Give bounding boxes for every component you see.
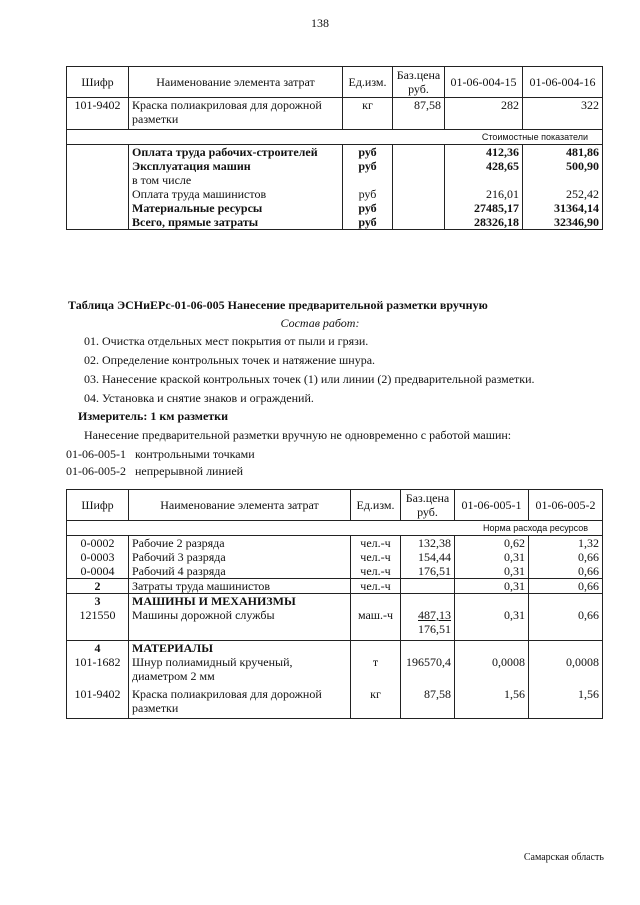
header-col2: 01-06-004-16 <box>523 67 603 98</box>
row-code <box>67 145 129 160</box>
row-value-2: 0,0008 <box>529 655 603 687</box>
row-value-2: 31364,14 <box>523 201 603 215</box>
row-code: 2 <box>67 579 129 594</box>
row-unit: кг <box>343 98 393 130</box>
caption-title: Нанесение предварительной разметки вручную <box>227 298 488 312</box>
row-unit: руб <box>343 187 393 201</box>
row-value-1: 0,31 <box>455 550 529 564</box>
row-code: 3 <box>67 594 129 609</box>
row-price: 87,58 <box>401 687 455 719</box>
row-name: Всего, прямые затраты <box>129 215 343 230</box>
row-value-2: 252,42 <box>523 187 603 201</box>
header-price: Баз.цена руб. <box>401 490 455 521</box>
row-value-2: 500,90 <box>523 159 603 173</box>
row-value-2: 0,66 <box>529 564 603 579</box>
material-rows <box>67 655 603 719</box>
row-code <box>67 173 129 187</box>
row-value-1: 428,65 <box>445 159 523 173</box>
row-price: 87,58 <box>393 98 445 130</box>
header-price: Баз.цена руб. <box>393 67 445 98</box>
row-price <box>393 215 445 230</box>
row-code: 121550 <box>67 608 129 640</box>
row-code <box>67 201 129 215</box>
meter-label: Измеритель: 1 км разметки <box>78 409 229 423</box>
row-value-2 <box>523 173 603 187</box>
cost-row <box>67 173 603 187</box>
variant-1 <box>66 447 255 462</box>
section-label: Стоимостные показатели <box>67 130 603 145</box>
footer-region: Самарская область <box>523 852 604 863</box>
row-name: Затраты труда машинистов <box>129 579 351 594</box>
row-name: Краска полиакриловая для дорожной разметки <box>129 98 343 130</box>
row-unit: руб <box>343 201 393 215</box>
row-name: Материальные ресурсы <box>129 201 343 215</box>
variant-2 <box>66 464 243 479</box>
table-header <box>67 67 603 98</box>
row-price <box>401 579 455 594</box>
table-row <box>67 550 603 564</box>
section-3-row <box>67 594 603 609</box>
row-value-1: 0,0008 <box>455 655 529 687</box>
row-code: 101-1682 <box>67 655 129 687</box>
row-value-2: 0,66 <box>529 608 603 640</box>
row-name: Оплата труда машинистов <box>129 187 343 201</box>
header-name: Наименование элемента затрат <box>129 67 343 98</box>
cost-row <box>67 215 603 230</box>
row-name: Рабочие 2 разряда <box>129 536 351 551</box>
row-price: 176,51 <box>401 564 455 579</box>
row-code: 4 <box>67 640 129 655</box>
row-unit: чел.-ч <box>351 564 401 579</box>
row-value-1: 282 <box>445 98 523 130</box>
cost-rows <box>67 145 603 230</box>
price-top: 487,13 <box>418 608 451 622</box>
section-2-row <box>67 579 603 594</box>
row-value-1: 27485,17 <box>445 201 523 215</box>
row-code: 0-0004 <box>67 564 129 579</box>
row-price <box>393 201 445 215</box>
row-price <box>393 187 445 201</box>
row-value-2: 1,32 <box>529 536 603 551</box>
row-unit <box>343 173 393 187</box>
section-row <box>67 130 603 145</box>
header-name: Наименование элемента затрат <box>129 490 351 521</box>
cost-row <box>67 145 603 160</box>
page-number: 138 <box>311 16 329 30</box>
header-col1: 01-06-005-1 <box>455 490 529 521</box>
row-name: Машины дорожной службы <box>129 608 351 640</box>
row-unit: чел.-ч <box>351 536 401 551</box>
caption-label: Таблица <box>68 298 114 312</box>
row-value-1: 0,31 <box>455 608 529 640</box>
row-unit: кг <box>351 687 401 719</box>
row-price: 132,38 <box>401 536 455 551</box>
row-unit: руб <box>343 159 393 173</box>
row-value-2: 0,66 <box>529 579 603 594</box>
row-name: Оплата труда рабочих-строителей <box>129 145 343 160</box>
variant-code: 01-06-005-2 <box>66 464 126 478</box>
row-value-2: 481,86 <box>523 145 603 160</box>
caption-code: ЭСНиЕРс-01-06-005 <box>116 298 225 312</box>
section-label: Норма расхода ресурсов <box>67 521 603 536</box>
header-code: Шифр <box>67 67 129 98</box>
row-unit: руб <box>343 145 393 160</box>
row-value-1: 1,56 <box>455 687 529 719</box>
table-caption <box>68 298 488 313</box>
row-unit: т <box>351 655 401 687</box>
row-name: Краска полиакриловая для дорожной разметки <box>129 687 351 719</box>
worker-rows <box>67 536 603 579</box>
row-unit: руб <box>343 215 393 230</box>
row-value-2: 1,56 <box>529 687 603 719</box>
header-code: Шифр <box>67 490 129 521</box>
row-value-1: 0,31 <box>455 564 529 579</box>
resource-table-2 <box>66 489 603 719</box>
row-code: 101-9402 <box>67 687 129 719</box>
row-code: 101-9402 <box>67 98 129 130</box>
work-item: 04. Установка и снятие знаков и ограждений. <box>84 391 314 405</box>
row-value-2: 322 <box>523 98 603 130</box>
table-row <box>67 687 603 719</box>
table-row <box>67 98 603 130</box>
table-row <box>67 536 603 551</box>
cost-row <box>67 159 603 173</box>
section-4-row <box>67 640 603 655</box>
cost-table-1 <box>66 66 603 230</box>
row-value-1: 28326,18 <box>445 215 523 230</box>
section-row <box>67 521 603 536</box>
row-price <box>393 145 445 160</box>
work-item: 03. Нанесение краской контрольных точек (1) или линии (2) предварительной разметки. <box>84 372 535 386</box>
row-price: 196570,4 <box>401 655 455 687</box>
row-code <box>67 215 129 230</box>
header-unit: Ед.изм. <box>351 490 401 521</box>
row-code: 0-0003 <box>67 550 129 564</box>
machine-row <box>67 608 603 640</box>
row-name: МАШИНЫ И МЕХАНИЗМЫ <box>129 594 351 609</box>
row-code <box>67 187 129 201</box>
variant-code: 01-06-005-1 <box>66 447 126 461</box>
row-name: Рабочий 3 разряда <box>129 550 351 564</box>
work-item: 01. Очистка отдельных мест покрытия от пыли и грязи. <box>84 334 369 348</box>
header-col1: 01-06-004-15 <box>445 67 523 98</box>
row-unit: маш.-ч <box>351 608 401 640</box>
variant-text: контрольными точками <box>135 447 255 461</box>
table-row <box>67 564 603 579</box>
row-name: Эксплуатация машин <box>129 159 343 173</box>
row-value-1: 216,01 <box>445 187 523 201</box>
row-code: 0-0002 <box>67 536 129 551</box>
table-row <box>67 655 603 687</box>
row-code <box>67 159 129 173</box>
header-col2: 01-06-005-2 <box>529 490 603 521</box>
row-value-2: 0,66 <box>529 550 603 564</box>
row-price: 154,44 <box>401 550 455 564</box>
price-bottom: 176,51 <box>418 622 451 636</box>
work-composition-title: Состав работ: <box>280 316 360 330</box>
row-unit: чел.-ч <box>351 579 401 594</box>
table-header <box>67 490 603 521</box>
cost-row <box>67 201 603 215</box>
row-value-1: 0,62 <box>455 536 529 551</box>
row-unit: чел.-ч <box>351 550 401 564</box>
row-name: Рабочий 4 разряда <box>129 564 351 579</box>
variant-text: непрерывной линией <box>135 464 244 478</box>
cost-row <box>67 187 603 201</box>
row-value-1: 412,36 <box>445 145 523 160</box>
row-value-2: 32346,90 <box>523 215 603 230</box>
header-unit: Ед.изм. <box>343 67 393 98</box>
row-price <box>401 608 455 640</box>
row-price <box>393 173 445 187</box>
row-name: Шнур полиамидный крученый, диаметром 2 мм <box>129 655 351 687</box>
description: Нанесение предварительной разметки вручную не одновременно с работой машин: <box>84 428 512 442</box>
row-name: МАТЕРИАЛЫ <box>129 640 351 655</box>
row-value-1 <box>445 173 523 187</box>
row-price <box>393 159 445 173</box>
row-name: в том числе <box>129 173 343 187</box>
row-value-1: 0,31 <box>455 579 529 594</box>
work-item: 02. Определение контрольных точек и натяжение шнура. <box>84 353 376 367</box>
